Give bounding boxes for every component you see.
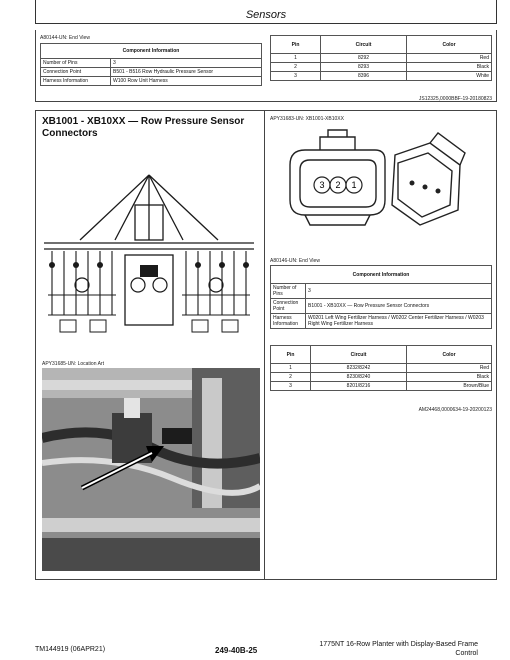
location-caption: APY31685-UN: Location Art — [42, 361, 104, 367]
table-row: 1 8292 Red — [271, 54, 492, 63]
table-row: 2 8293 Black — [271, 63, 492, 72]
table-row: Number of Pins 3 — [271, 284, 492, 299]
column-header: Color — [407, 36, 492, 54]
table-row: Connection Point B1001 - XB10XX — Row Pressure Sensor Connectors — [271, 299, 492, 314]
top-component-info-table — [40, 43, 262, 86]
section-pin-table — [270, 345, 492, 391]
table-row: 2 8230/8240 Black — [271, 373, 492, 382]
table-row: Harness Information W0201 Left Wing Fertilizer Harness / W0202 Center Fertilizer Harness / W0203 Right Wing Fertilizer Harness — [271, 314, 492, 329]
column-header: Circuit — [311, 346, 407, 364]
planter-location-illustration — [40, 155, 258, 355]
table-row: 1 8232/8242 Red — [271, 364, 492, 373]
top-pin-table — [270, 35, 492, 81]
table-row: 3 8396 White — [271, 72, 492, 81]
pin-label: 1 — [351, 180, 357, 190]
table-row: 3 8201/8216 Brown/Blue — [271, 382, 492, 391]
footer-doc-id: TM144919 (06APR21) — [35, 646, 106, 653]
connector-illustration — [280, 125, 470, 235]
pin-label: 3 — [319, 180, 325, 190]
column-header: Pin — [271, 346, 311, 364]
column-header: Color — [407, 346, 492, 364]
table-row: Number of Pins 3 — [41, 59, 262, 68]
section-title: XB1001 - XB10XX — Row Pressure Sensor Connectors — [42, 116, 245, 139]
section-reference: AM24468,0000634-19-20200123 — [418, 407, 492, 413]
table-header: Component Information — [271, 266, 492, 284]
column-header: Circuit — [321, 36, 407, 54]
table-row: Harness Information W100 Row Unit Harness — [41, 77, 262, 86]
section-component-info-table — [270, 265, 492, 329]
end-view-caption: A80146-UN: End View — [270, 258, 320, 264]
footer-title: 1775NT 16-Row Planter with Display-Based Frame Control — [319, 641, 478, 657]
location-photo — [42, 368, 260, 571]
footer-page-number: 249-40B-25 — [215, 646, 258, 655]
column-header: Pin — [271, 36, 321, 54]
top-left-caption: A80144-UN: End View — [40, 35, 90, 41]
top-reference: JS12325,0000BBF-19-20180823 — [418, 96, 492, 102]
table-header: Component Information — [41, 44, 262, 59]
column-divider — [264, 110, 265, 580]
page-title: Sensors — [245, 9, 287, 21]
table-row: Connection Point B501 - B516 Row Hydraulic Pressure Sensor — [41, 68, 262, 77]
pin-label: 2 — [335, 180, 341, 190]
connector-caption: APY31683-UN: XB1001-XB10XX — [270, 116, 344, 122]
